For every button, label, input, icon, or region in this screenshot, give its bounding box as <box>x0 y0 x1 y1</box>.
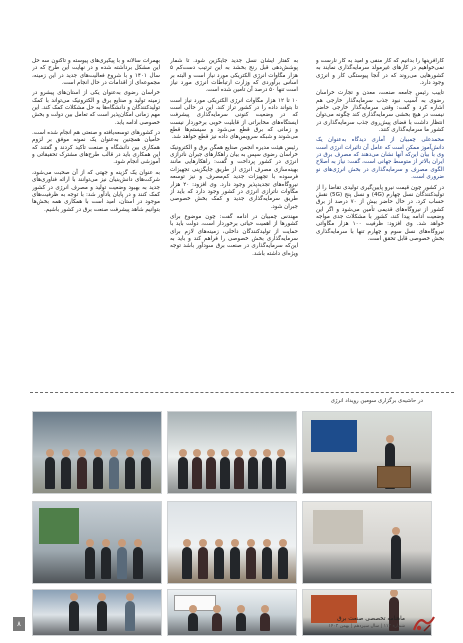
paragraph: در کشور چون قیمت نیرو پایین‌گیری تولیدی تقاضا را از تولیدکنندگان نسل چهارم (4G) و نسل پنج (5G) نقش حساب کرد. در حال حاضر بیش از ۷۰ درصد از برق کشور از نیروگاه‌های قدیمی تأمین می‌شود و اگر این وضعیت ادامه پیدا کند، کشور با مشکلات جدی مواجه خواهد شد. وی افزود: ظرفیت ۱۰۰ هزار مگاواتی نیروگاه‌های نسل سوم و چهارم تنها با سرمایه‌گذاری بخش خصوصی قابل تحقق است. <box>316 184 444 242</box>
photo-group-exhibit <box>32 501 162 584</box>
paragraph: بهمرات سالانه و با پیگیری‌های پیوسته و تاکنون سه حل این مشکل برداشته شده و در نهایت این طرح که در سال ۱۴۰۱ و با شروع فعالیت‌های جدید در این زمینه، مجموعه‌ای از اقدامات در حال انجام است. <box>32 58 160 87</box>
photo-caption: در حاشیه‌ی برگزاری سومین رویداد انرژی <box>330 398 423 404</box>
paragraph: در کشورهای توسعه‌یافته و صنعتی هم انجام شده است. حامیان همچنین به‌عنوان یک نمونه موفق بر لزوم همکاری بین دانشگاه و صنعت تاکید کردند و گفتند که این همکاری باید در قالب طرح‌های مشترک تحقیقاتی و آموزشی انجام شود. <box>32 130 160 166</box>
paragraph: ۱۰ تا ۱۲ هزار مگاوات انرژی الکتریکی مورد نیاز است تا بتواند داده را در کشور تراز کند. این در حالی است که در وضعیت کنونی سرمایه‌گذاری پیشرفت ایستگاه‌های مخابراتی از قابلیت خوبی برخوردار نیست و زمانی که برق قطع می‌شود و سیستم‌ها قطع می‌شوند و شبکه سرویس‌های داده نیز قطع خواهد شد. <box>170 97 298 141</box>
photo-speaker-presentation <box>302 501 432 584</box>
paragraph: خراسان رضوی به‌عنوان یکی از استان‌های پیشرو در زمینه تولید و صنایع برق و الکترونیک می‌تواند با کمک تولیدکنندگان و دانشگاه‌ها به حل مشکلات کمک کند. این مهم زمانی امکان‌پذیر است که تعامل بین دولت و بخش خصوصی ادامه یابد. <box>32 90 160 126</box>
paragraph: رئیس هیئت مدیره انجمن صنایع همگن برق و الکترونیک خراسان رضوی سپس به بیان راهکارهای جبران ناترازی انرژی در کشور پرداخت و گفت: راهکارهایی مانند بهینه‌سازی مصرف انرژی از طریق جایگزینی تجهیزات فرسوده با تجهیزات جدید کم‌مصرف و نیز توسعه نیروگاه‌های تجدیدپذیر وجود دارد. وی افزود: ۲۰ هزار مگاوات ناترازی انرژی در کشور وجود دارد که باید از طریق سرمایه‌گذاری جدید و کمک بخش خصوصی جبران شود. <box>170 144 298 210</box>
photo-group-hall <box>167 501 297 584</box>
article-column-middle <box>170 58 298 376</box>
paragraph: کارآفرینها را بدانیم که کار منفی و امید به کار نارست و نمی‌خواهیم در کارهای غیرمولد سرمایه‌گذاری نمایند به کشورهایی می‌روند که در آنجا پیوستگی کار و انرژی وجود دارد. <box>316 58 444 87</box>
article-column-right <box>316 58 444 376</box>
paragraph: مهندس چمبیان در ادامه گفت: چون موضوع برای کشورها از اهمیت حیاتی برخوردار است، دولت باید با حمایت از تولیدکنندگان داخلی، زمینه‌های لازم برای سرمایه‌گذاری بخش خصوصی را فراهم کند و باید به این‌که سرمایه‌گذاری در صنعت برق سودآور باشد توجه ویژه‌ای داشته باشد. <box>170 213 298 257</box>
photo-speaker-podium <box>302 411 432 494</box>
photo-group-awards <box>167 411 297 494</box>
magazine-logo-icon <box>411 614 437 634</box>
section-divider <box>30 392 454 393</box>
page-number: ۸ <box>13 617 25 631</box>
magazine-title: ماهنامه تخصصی صنعت برق <box>337 616 405 622</box>
photo-group-standing <box>32 411 162 494</box>
issue-line: شماره ۱۱۳ | سال سیزدهم | بهمن ۱۴۰۲ <box>328 624 405 629</box>
paragraph: تاییب رئیس جامعه صنعت، معدن و تجارت خراسان رضوی به آسیب نبود جذب سرمایه‌گذار خارجی هم اشاره کرد و گفت: وقتی سرمایه‌گذار خارجی حاضر نیست در هیچ بخشی سرمایه‌گذاری کند چگونه می‌توان انتظار داشت با فضای پیش‌روی جذب سرمایه‌گذاری در کشور ما سرمایه‌گذاری کنند. <box>316 90 444 134</box>
paragraph-highlight: محمدعلی چمبیان از آماری دیدگاه به‌عنوان یک دانش‌آموز ممکن است که عامل آن تاثیرات انرژی است وی با بیان این‌که آنها نشان می‌دهند که مصرف برق در ایران بالاتر از متوسط جهانی است، گفت: نیاز به اصلاح الگوی مصرف و سرمایه‌گذاری در بخش انرژی‌های نو ضروری است. <box>316 137 444 181</box>
paragraph: به عنوان یک گزینه و جهتی که از آن صحبت می‌شود، شرکت‌های دانش‌بنیان نیز می‌توانند با ارائه فناوری‌های جدید به بهبود وضعیت تولید و مصرف انرژی در کشور کمک کنند و در پایان یادآور شد: با توجه به ظرفیت‌های موجود در استان، امید است با همکاری همه بخش‌ها بتوانیم شاهد پیشرفت صنعت برق در کشور باشیم. <box>32 169 160 213</box>
article-column-left <box>32 58 160 376</box>
paragraph: به گفتار ایشان نسل جدید جایگزین شود. تا شمار پوشش‌دهی قبل رنج بخشد به این ترتیب دست‌کم ۵ هزار مگاوات انرژی الکتریکی مورد نیاز است و البته بر اساس برآوردی که وزارت ارتباطات انرژی مورد نیاز است تنها ۵۰ درصد آن تامین شده است. <box>170 58 298 94</box>
